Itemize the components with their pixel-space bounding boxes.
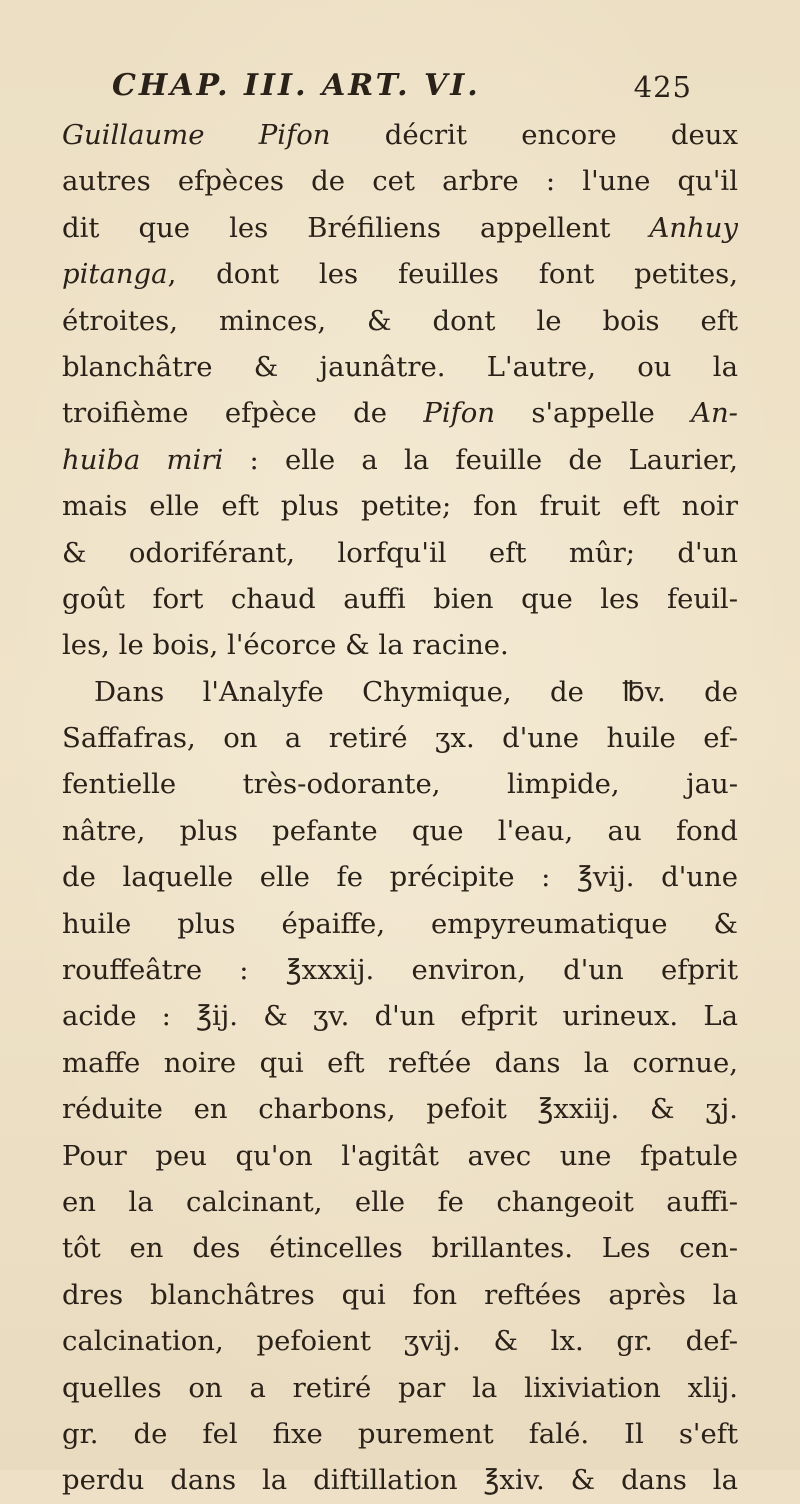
text-line xyxy=(62,1272,738,1318)
text-line xyxy=(62,947,738,993)
text-line xyxy=(62,390,738,436)
text-segment: huiba miri xyxy=(62,443,224,476)
text-segment: nâtre, plus pefante que l'eau, au fond xyxy=(62,814,738,847)
text-line xyxy=(62,669,738,715)
text-line xyxy=(62,1457,738,1503)
text-segment: en la calcinant, elle fe changeoit auffi- xyxy=(62,1185,738,1218)
text-line xyxy=(62,158,738,204)
text-segment: maffe noire qui eft reftée dans la cornue, xyxy=(62,1046,738,1079)
text-segment: troifième efpèce de xyxy=(62,397,424,430)
text-line xyxy=(62,1133,738,1179)
chapter-heading: CHAP. III. ART. VI. xyxy=(112,68,481,103)
text-segment: quelles on a retiré par la lixiviation xlij. xyxy=(62,1371,738,1404)
text-segment: fentielle très-odorante, limpide, jau- xyxy=(62,768,738,801)
text-segment: Dans l'Analyfe Chymique, de ℔v. de xyxy=(94,675,738,708)
text-line xyxy=(62,530,738,576)
text-line xyxy=(62,622,738,668)
text-segment: de laquelle elle fe précipite : ℥vij. d'une xyxy=(62,861,738,894)
text-segment: perdu dans la diftillation ℥xiv. & dans la xyxy=(62,1464,738,1497)
text-line xyxy=(62,344,738,390)
text-segment: , dont les feuilles font petites, xyxy=(167,258,738,291)
text-segment: s'appelle xyxy=(495,397,692,430)
text-segment: Pour peu qu'on l'agitât avec une fpatule xyxy=(62,1139,738,1172)
text-segment: goût fort chaud auffi bien que les feuil- xyxy=(62,582,738,615)
text-segment: réduite en charbons, pefoit ℥xxiij. & ʒj. xyxy=(62,1093,738,1126)
text-line xyxy=(62,715,738,761)
text-segment: acide : ℥ij. & ʒv. d'un efprit urineux. La xyxy=(62,1000,738,1033)
text-line xyxy=(62,808,738,854)
text-line xyxy=(62,437,738,483)
text-segment: blanchâtre & jaunâtre. L'autre, ou la xyxy=(62,350,738,383)
text-line xyxy=(62,205,738,251)
text-line xyxy=(62,1086,738,1132)
text-line xyxy=(62,298,738,344)
text-segment: dit que les Bréfiliens appellent xyxy=(62,211,650,244)
text-line xyxy=(62,1411,738,1457)
text-line xyxy=(62,483,738,529)
text-line xyxy=(62,761,738,807)
text-segment: An- xyxy=(691,397,738,430)
body-text xyxy=(62,112,738,1504)
text-line xyxy=(62,1040,738,1086)
text-line xyxy=(62,901,738,947)
text-line xyxy=(62,251,738,297)
text-line xyxy=(62,854,738,900)
text-segment: Anhuy xyxy=(649,211,738,244)
text-line xyxy=(62,112,738,158)
text-segment: rouffeâtre : ℥xxxij. environ, d'un efprit xyxy=(62,954,738,987)
text-line xyxy=(62,1365,738,1411)
text-segment: dres blanchâtres qui fon reftées après la xyxy=(62,1278,738,1311)
text-line xyxy=(62,1179,738,1225)
text-segment: étroites, minces, & dont le bois eft xyxy=(62,304,738,337)
text-segment: autres efpèces de cet arbre : l'une qu'il xyxy=(62,165,738,198)
text-segment: & odoriférant, lorfqu'il eft mûr; d'un xyxy=(62,536,738,569)
text-segment: pitanga xyxy=(62,258,168,291)
text-segment: huile plus épaiffe, empyreumatique & xyxy=(62,907,738,940)
text-segment: Guillaume Pifon xyxy=(62,119,331,151)
text-line xyxy=(62,576,738,622)
text-segment: Saffafras, on a retiré ʒx. d'une huile ef- xyxy=(62,722,738,755)
text-segment: les, le bois, l'écorce & la racine. xyxy=(62,629,509,662)
text-line xyxy=(62,1225,738,1271)
running-head xyxy=(112,68,692,110)
text-line xyxy=(62,993,738,1039)
text-segment: Pifon xyxy=(423,397,496,430)
text-line xyxy=(62,1318,738,1364)
text-segment: décrit encore deux xyxy=(330,119,738,151)
text-segment: mais elle eft plus petite; fon fruit eft noir xyxy=(62,490,738,523)
page-number: 425 xyxy=(633,70,692,104)
text-segment: : elle a la feuille de Laurier, xyxy=(223,443,738,476)
text-segment: calcination, pefoient ʒvij. & lx. gr. def- xyxy=(62,1325,738,1358)
text-segment: gr. de fel fixe purement falé. Il s'eft xyxy=(62,1417,738,1450)
text-segment: tôt en des étincelles brillantes. Les cen- xyxy=(62,1232,738,1265)
